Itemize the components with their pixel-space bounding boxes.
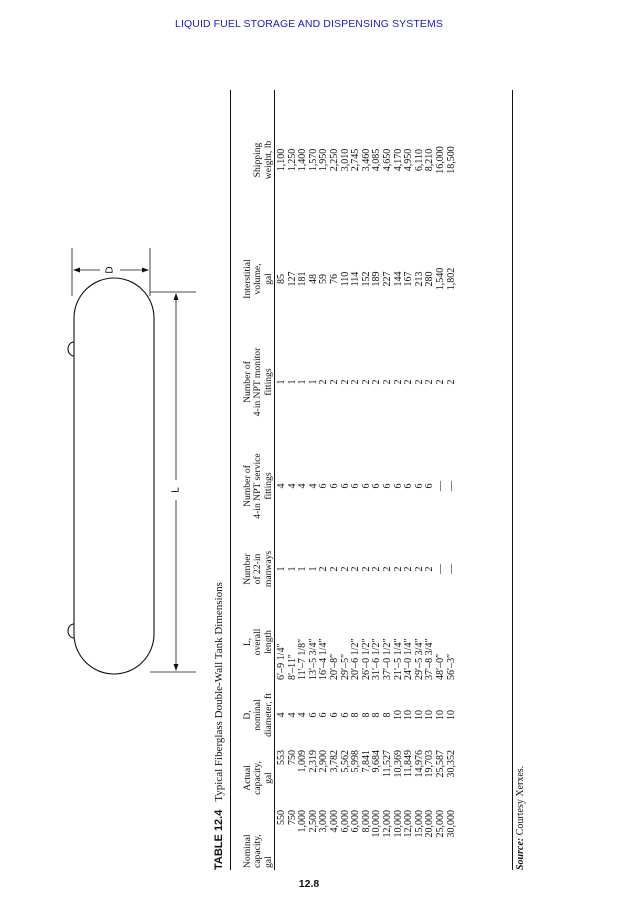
table-cell: 6,000 (339, 810, 351, 833)
column-header-line: manways (262, 550, 274, 588)
table-cell: 550 (276, 810, 287, 825)
table-cell: 2 (371, 379, 383, 385)
table-cell: 4 (286, 712, 298, 718)
table-cell: 2 (392, 379, 404, 385)
column-header-line: capacity, (252, 761, 264, 795)
table-cell: 8 (350, 712, 362, 718)
table-row (330, 90, 341, 870)
table-cell: 3,782 (328, 750, 340, 773)
table-cell: 11,527 (381, 750, 393, 778)
table-cell: 6 (318, 483, 330, 489)
table-cell: — (445, 481, 457, 491)
table-cell: 10 (403, 710, 415, 720)
table-cell: 4,950 (403, 148, 415, 172)
table-cell: 25,000 (434, 810, 446, 838)
table-cell: 12,000 (381, 810, 393, 838)
table-cell: 1 (286, 566, 298, 572)
column-header-line: nominal (252, 699, 264, 731)
table-cell: 20′–6 1/2″ (350, 638, 362, 680)
table-cell: 6′–9 1/4″ (276, 643, 287, 680)
column-header-line: weight, lb (262, 140, 274, 180)
column-header-line: Nominal (241, 834, 253, 868)
table-cell: 114 (350, 271, 362, 287)
table-cell: 10 (445, 710, 457, 720)
table-cell: 10 (434, 710, 446, 720)
table-cell: 4,000 (328, 810, 340, 833)
table-cell: 227 (381, 271, 393, 287)
source-label: Source: (515, 837, 526, 870)
table-cell: 30,352 (445, 750, 457, 778)
table-cell: — (434, 481, 446, 491)
table-cell: 24′–0 1/4″ (403, 638, 415, 680)
table-cell: 1,570 (307, 148, 319, 172)
table-cell: 189 (371, 271, 383, 287)
table-cell: 2 (360, 566, 372, 572)
column-header-line: Shipping (252, 142, 264, 178)
tank-dimensions-table (231, 90, 457, 870)
column-header (231, 536, 274, 602)
table-cell: 2,745 (350, 148, 362, 172)
table-cell: 2,250 (328, 148, 340, 172)
table-cell: 6 (339, 483, 351, 489)
table-cell: 56′–3″ (445, 653, 457, 680)
table-cell: 29′–5 3/4″ (413, 638, 425, 680)
column-header (231, 436, 274, 536)
table-cell: 553 (276, 750, 287, 765)
column-header-line: Number (241, 553, 253, 585)
table-cell: 10 (413, 710, 425, 720)
table-body (274, 90, 457, 870)
table-cell: 16′–4 1/4″ (318, 638, 330, 680)
table-cell: 29′–5″ (339, 653, 351, 680)
column-header-line: fittings (262, 368, 274, 396)
table-cell: 2 (381, 566, 393, 572)
table-cell: 4 (276, 712, 287, 718)
table-cell: 2,900 (318, 750, 330, 773)
table-cell: 1 (276, 379, 287, 385)
table-cell: 127 (286, 271, 298, 287)
table-cell: 2 (434, 379, 446, 385)
table-cell: 1,400 (297, 148, 309, 172)
column-header (231, 328, 274, 436)
table-cell: 213 (413, 271, 425, 287)
table-number: TABLE 12.4 (213, 809, 225, 870)
table-cell: 8 (381, 712, 393, 718)
column-header-line: 4-in NPT monitor (252, 347, 264, 417)
column-header-line: fittings (262, 472, 274, 500)
column-header-line: overall (252, 628, 264, 656)
table-cell: 2 (339, 566, 351, 572)
table-cell: 110 (339, 271, 351, 287)
table-cell: 4 (297, 483, 309, 489)
table-cell: 11′–7 1/8″ (297, 638, 309, 680)
table-cell: 2 (445, 379, 457, 385)
table-cell: 4,085 (371, 148, 383, 172)
table-cell: 12,000 (403, 810, 415, 838)
table-cell: 750 (286, 810, 298, 825)
table-cell: 37′–0 1/2″ (381, 638, 393, 680)
column-header-line: Number of (241, 361, 253, 403)
table-cell: 16,000 (434, 146, 446, 174)
table-cell: 2 (360, 379, 372, 385)
table-cell: 1,802 (445, 267, 457, 291)
table-cell: 85 (276, 274, 287, 284)
column-header (231, 682, 274, 748)
table-cell: 2 (328, 566, 340, 572)
table-cell: 2 (413, 379, 425, 385)
table-cell: 48′–0″ (434, 653, 446, 680)
table-cell: 1 (286, 379, 298, 385)
table-cell: 6 (392, 483, 404, 489)
table-cell: 3,010 (339, 148, 351, 172)
column-header (231, 230, 274, 328)
table-cell: 2 (403, 379, 415, 385)
table-header-row (231, 90, 274, 870)
table-cell: 14,976 (413, 750, 425, 778)
table-cell: 2 (328, 379, 340, 385)
table-cell: 2 (371, 566, 383, 572)
table-cell: 6 (328, 483, 340, 489)
table-cell: 2 (392, 566, 404, 572)
table-cell: 6 (424, 483, 436, 489)
table-cell: 25,587 (434, 750, 446, 778)
table-cell: 181 (297, 271, 309, 287)
table-cell: 30,000 (445, 810, 457, 838)
manway-bottom (68, 624, 74, 638)
table-cell: 6 (371, 483, 383, 489)
table-row (274, 90, 288, 870)
table-cell: 2 (350, 379, 362, 385)
table-cell: 19,703 (424, 750, 436, 778)
table-cell: 6 (381, 483, 393, 489)
table-cell: 1,009 (297, 750, 309, 773)
table-cell: 48 (307, 274, 319, 284)
column-header (231, 808, 274, 870)
table-cell: 76 (328, 274, 340, 284)
column-header-line: length (262, 630, 274, 654)
table-block (210, 90, 530, 870)
table-cell: 1 (297, 379, 309, 385)
table-cell: 1,250 (286, 148, 298, 172)
table-cell: 8′–11″ (286, 654, 298, 680)
table-cell: 2 (403, 566, 415, 572)
table-cell: 2 (424, 566, 436, 572)
table-cell: 4,170 (392, 148, 404, 172)
table-cell: 8 (371, 712, 383, 718)
table-row (447, 90, 458, 870)
table-cell: 1,950 (318, 148, 330, 172)
table-cell: 167 (403, 271, 415, 287)
column-header-line: diameter, ft (262, 693, 274, 737)
table-cell: 20′–8″ (328, 653, 340, 680)
table-cell: 4 (297, 712, 309, 718)
tank-outline (94, 268, 157, 677)
table-cell: 6 (339, 712, 351, 718)
table-cell: 11,849 (403, 750, 415, 778)
table-cell: 750 (286, 750, 298, 765)
table-row (436, 90, 447, 870)
column-header (231, 90, 274, 230)
column-header (231, 748, 274, 808)
table-cell: 5,562 (339, 750, 351, 773)
column-header-line: L, (241, 637, 253, 647)
table-bottom-rule (512, 90, 513, 870)
column-header-line: gal (262, 856, 274, 868)
table-cell: 6 (360, 483, 372, 489)
table-cell: 1 (276, 566, 287, 572)
table-cell: 20,000 (424, 810, 436, 838)
table-cell: 10,000 (371, 810, 383, 838)
length-label: L (170, 487, 182, 493)
table-cell: 5,998 (350, 750, 362, 773)
running-head: LIQUID FUEL STORAGE AND DISPENSING SYSTEMS (175, 18, 443, 30)
table-cell: 144 (392, 271, 404, 287)
table-cell: 59 (318, 274, 330, 284)
table-cell: 37′–8 3/4″ (424, 638, 436, 680)
table-cell: 2 (413, 566, 425, 572)
table-cell: — (445, 564, 457, 574)
column-header-line: Number of (241, 465, 253, 507)
table-cell: 4 (307, 483, 319, 489)
column-header-line: of 22-in (252, 553, 264, 585)
table-cell: 280 (424, 271, 436, 287)
table-cell: 6,000 (350, 810, 362, 833)
table-cell: 2 (424, 379, 436, 385)
table-cell: 152 (360, 271, 372, 287)
table-cell: 6,110 (413, 148, 425, 172)
table-cell: 8,000 (360, 810, 372, 833)
table-cell: 26′–0 1/2″ (360, 638, 372, 680)
table-cell: 2,319 (307, 750, 319, 773)
table-cell: 13′–5 3/4″ (307, 638, 319, 680)
column-header-line: Actual (241, 765, 253, 791)
column-header-line: Interstitial (241, 259, 253, 299)
table-cell: 6 (350, 483, 362, 489)
table-title: Typical Fiberglass Double-Wall Tank Dimensions (213, 582, 225, 802)
table-cell: 4,650 (381, 148, 393, 172)
manway-top (68, 342, 74, 356)
table-cell: 10,000 (392, 810, 404, 838)
table-cell: 9,684 (371, 750, 383, 773)
table-cell: 6 (318, 712, 330, 718)
table-cell: 2 (381, 379, 393, 385)
table-row (383, 90, 394, 870)
table-cell: 1,100 (276, 148, 287, 172)
table-cell: 10 (392, 710, 404, 720)
table-cell: 31′–6 1/2″ (371, 638, 383, 680)
table-cell: 3,460 (360, 148, 372, 172)
column-header-line: gal (262, 772, 274, 784)
table-cell: 1 (307, 379, 319, 385)
table-cell: 2 (318, 379, 330, 385)
tank-body (74, 278, 154, 674)
table-cell: 2 (339, 379, 351, 385)
diameter-label: D (104, 266, 116, 274)
table-cell: 8,210 (424, 148, 436, 172)
table-cell: 1 (297, 566, 309, 572)
page-number: 12.8 (298, 878, 320, 890)
table-cell: 1,000 (297, 810, 309, 833)
table-cell: 10 (424, 710, 436, 720)
table-source (514, 766, 528, 870)
table-cell: 15,000 (413, 810, 425, 838)
table-cell: 4 (286, 483, 298, 489)
column-header-line: volume, (252, 263, 264, 295)
table-caption (210, 582, 228, 870)
table-cell: 7,841 (360, 750, 372, 773)
column-header-line: 4-in NPT service (252, 453, 264, 519)
table-cell: 21′–5 1/4″ (392, 638, 404, 680)
table-cell: 6 (413, 483, 425, 489)
table-cell: 2 (318, 566, 330, 572)
table-cell: 6 (403, 483, 415, 489)
table-cell: 4 (276, 483, 287, 489)
table-cell: 1,540 (434, 267, 446, 291)
table-cell: 18,500 (445, 146, 457, 174)
table-cell: 6 (307, 712, 319, 718)
table-cell: — (434, 564, 446, 574)
table-cell: 3,000 (318, 810, 330, 833)
column-header-line: D, (241, 710, 253, 720)
table-cell: 6 (328, 712, 340, 718)
source-text: Courtesy Xerxes. (515, 765, 526, 836)
table-cell: 10,369 (392, 750, 404, 778)
table-cell: 1 (307, 566, 319, 572)
column-header (231, 602, 274, 682)
column-header-line: capacity, (252, 834, 264, 868)
table-cell: 2,500 (307, 810, 319, 833)
table-cell: 2 (350, 566, 362, 572)
column-header-line: gal (262, 273, 274, 285)
table-cell: 8 (360, 712, 372, 718)
